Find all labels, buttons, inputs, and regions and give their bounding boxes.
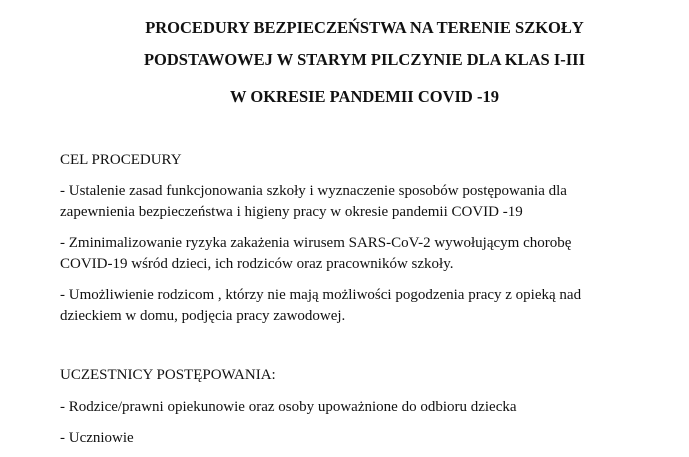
list-item: dzieckiem w domu, podjęcia pracy zawodowej. bbox=[60, 308, 346, 324]
section-heading-cel: CEL PROCEDURY bbox=[60, 152, 182, 168]
list-item: COVID-19 wśród dzieci, ich rodziców oraz pracowników szkoły. bbox=[60, 256, 454, 272]
document-title-line-3: W OKRESIE PANDEMII COVID -19 bbox=[230, 87, 499, 106]
list-item: - Zminimalizowanie ryzyka zakażenia wirusem SARS-CoV-2 wywołującym chorobę bbox=[60, 235, 572, 251]
document-title-line-1: PROCEDURY BEZPIECZEŃSTWA NA TERENIE SZKOŁY bbox=[145, 18, 584, 37]
list-item: - Umożliwienie rodzicom , którzy nie mają możliwości pogodzenia pracy z opieką nad bbox=[60, 287, 582, 303]
list-item: - Rodzice/prawni opiekunowie oraz osoby upoważnione do odbioru dziecka bbox=[60, 399, 517, 415]
list-item: - Ustalenie zasad funkcjonowania szkoły i wyznaczenie sposobów postępowania dla bbox=[60, 183, 567, 199]
list-item: - Uczniowie bbox=[60, 430, 134, 446]
section-heading-uczestnicy: UCZESTNICY POSTĘPOWANIA: bbox=[60, 367, 276, 383]
document-title-line-2: PODSTAWOWEJ W STARYM PILCZYNIE DLA KLAS I-III bbox=[143, 50, 586, 69]
list-item: zapewnienia bezpieczeństwa i higieny pracy w okresie pandemii COVID -19 bbox=[60, 204, 523, 220]
